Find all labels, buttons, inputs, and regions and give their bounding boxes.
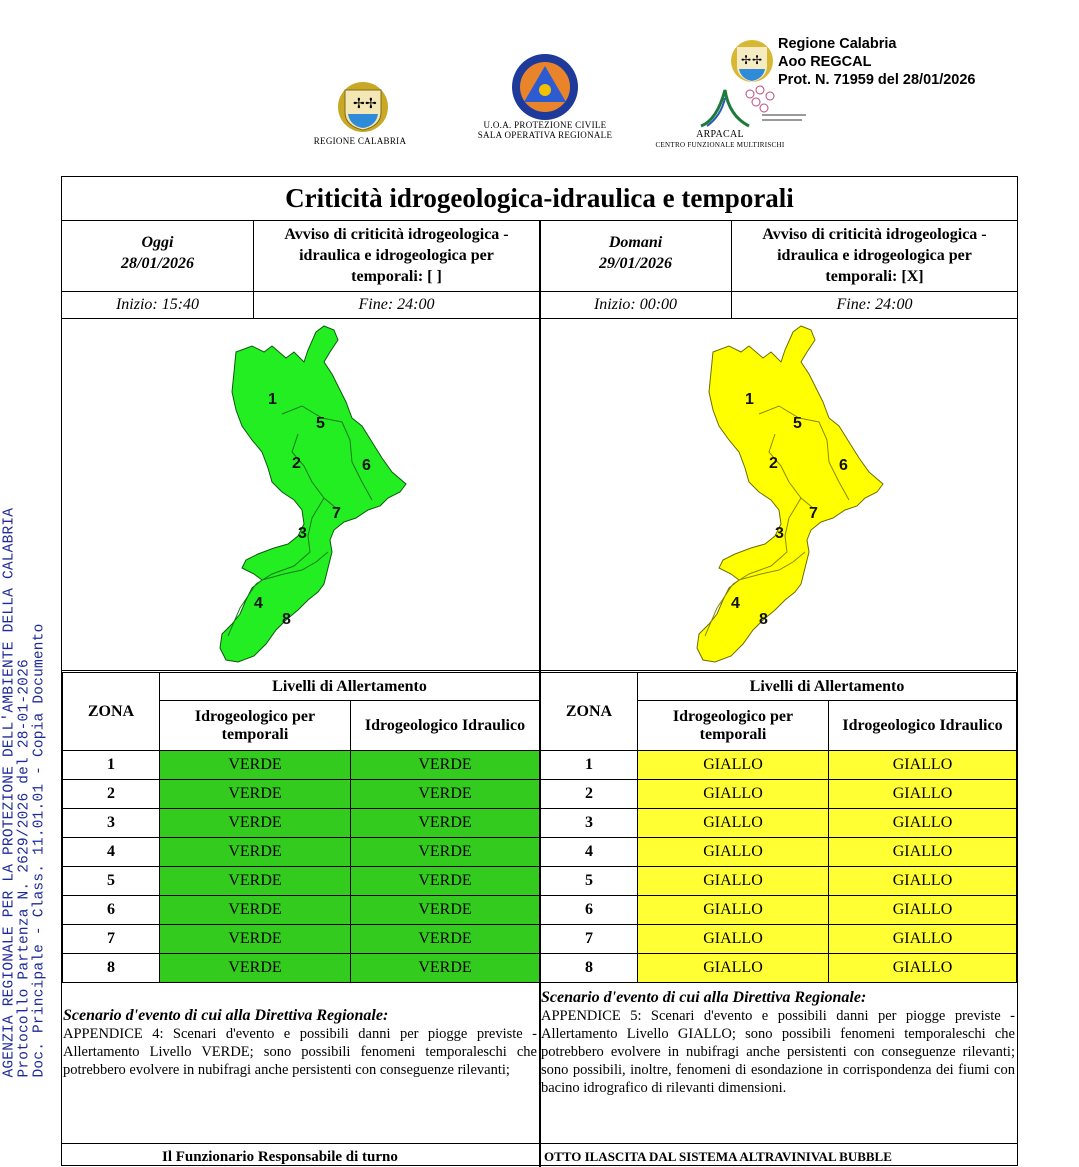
map-tomorrow-zone-1: 1	[745, 391, 754, 408]
map-tomorrow-zone-5: 5	[793, 415, 802, 432]
today-row	[63, 751, 540, 780]
today-row	[63, 954, 540, 983]
tomorrow-date: 29/01/2026	[599, 255, 672, 272]
protezione-civile-emblem-icon	[510, 52, 580, 122]
svg-text:✢: ✢	[752, 53, 763, 67]
levels-table-tomorrow	[540, 672, 1017, 983]
scenario-tomorrow-text: APPENDICE 5: Scenari d'evento e possibili danni per piogge previste - Allertamento Livello GIALLO; sono possibili fenomeni temporaleschi che potrebbero evolvere in nubifragi anche persistenti con conseguenze rilevanti; sono possibili, inoltre, fenomeni di esondazione in corrispondenza dei fiumi con bacino idrografico di rilevanti dimensioni.	[541, 1008, 1015, 1096]
tomorrow-idraulico-level: GIALLO	[829, 925, 1017, 954]
tomorrow-zona-cell: 4	[541, 838, 638, 867]
tomorrow-idraulico-level: GIALLO	[829, 954, 1017, 983]
protocol-line-3: Prot. N. 71959 del 28/01/2026	[778, 72, 976, 88]
sistema-regionale-logo-icon	[740, 84, 810, 128]
tomorrow-zona-cell: 7	[541, 925, 638, 954]
svg-text:✢: ✢	[353, 96, 365, 112]
footer-right: OTTO ILASCITA DAL SISTEMA ALTRAVINIVAL BUBBLE	[544, 1149, 892, 1164]
tomorrow-zona-cell: 3	[541, 809, 638, 838]
scenario-today-heading: Scenario d'evento di cui alla Direttiva Regionale:	[63, 1007, 389, 1024]
col-temporali-header: Idrogeologico per temporali	[160, 701, 351, 751]
regione-calabria-caption: REGIONE CALABRIA	[313, 136, 407, 146]
tomorrow-row	[541, 751, 1017, 780]
arpacal-caption-line-1: ARPACAL	[696, 129, 744, 140]
tomorrow-row	[541, 925, 1017, 954]
stamp-line-2: Protocollo Partenza N. 2629/2026 del 28-01-2026	[16, 659, 33, 1078]
today-temporali-level: VERDE	[160, 867, 351, 896]
tomorrow-zona-cell: 5	[541, 867, 638, 896]
tomorrow-idraulico-level: GIALLO	[829, 751, 1017, 780]
tomorrow-temporali-level: GIALLO	[638, 925, 829, 954]
today-zona-cell: 7	[63, 925, 160, 954]
today-idraulico-level: VERDE	[351, 751, 540, 780]
tomorrow-row	[541, 780, 1017, 809]
tomorrow-idraulico-level: GIALLO	[829, 867, 1017, 896]
col-idraulico-header: Idrogeologico Idraulico	[829, 701, 1017, 751]
col-temporali-header: Idrogeologico per temporali	[638, 701, 829, 751]
map-tomorrow-zone-6: 6	[839, 457, 848, 474]
svg-text:✢: ✢	[741, 53, 752, 67]
svg-text:✢: ✢	[365, 96, 377, 112]
today-zona-cell: 2	[63, 780, 160, 809]
tomorrow-date-cell	[540, 220, 732, 292]
zona-header: ZONA	[541, 673, 638, 751]
today-zona-cell: 5	[63, 867, 160, 896]
map-today-zone-6: 6	[362, 457, 371, 474]
today-date-cell	[62, 220, 254, 292]
protocol-line-1: Regione Calabria	[778, 36, 897, 52]
tomorrow-row	[541, 809, 1017, 838]
today-label: Oggi	[141, 234, 174, 251]
tomorrow-end: Fine: 24:00	[732, 292, 1017, 319]
tomorrow-idraulico-level: GIALLO	[829, 896, 1017, 925]
map-tomorrow-zone-4: 4	[731, 595, 740, 612]
map-today-zone-1: 1	[268, 391, 277, 408]
tomorrow-label: Domani	[608, 234, 663, 251]
today-avviso: Avviso di criticità idrogeologica - idraulica e idrogeologica per temporali: [ ]	[254, 220, 540, 292]
map-tomorrow-zone-2: 2	[769, 455, 778, 472]
tomorrow-temporali-level: GIALLO	[638, 867, 829, 896]
protocol-line-2: Aoo REGCAL	[778, 54, 872, 70]
scenario-tomorrow	[541, 989, 1015, 1097]
today-zona-cell: 3	[63, 809, 160, 838]
map-today-zone-3: 3	[298, 525, 307, 542]
map-tomorrow-zone-8: 8	[759, 611, 768, 628]
arpacal-caption-line-2: CENTRO FUNZIONALE MULTIRISCHI	[655, 141, 785, 149]
map-tomorrow-zone-3: 3	[775, 525, 784, 542]
map-today-zone-7: 7	[332, 505, 341, 522]
zona-header: ZONA	[63, 673, 160, 751]
livelli-header: Livelli di Allertamento	[638, 673, 1017, 701]
tomorrow-temporali-level: GIALLO	[638, 954, 829, 983]
today-start: Inizio: 15:40	[62, 292, 254, 319]
scenario-today	[63, 1007, 537, 1079]
today-temporali-level: VERDE	[160, 809, 351, 838]
today-temporali-level: VERDE	[160, 780, 351, 809]
tomorrow-idraulico-level: GIALLO	[829, 838, 1017, 867]
uoa-caption-line-1: U.O.A. PROTEZIONE CIVILE	[483, 120, 607, 130]
tomorrow-row	[541, 838, 1017, 867]
calabria-map-today	[212, 322, 422, 667]
tomorrow-zona-cell: 1	[541, 751, 638, 780]
today-temporali-level: VERDE	[160, 925, 351, 954]
today-idraulico-level: VERDE	[351, 809, 540, 838]
tomorrow-temporali-level: GIALLO	[638, 780, 829, 809]
tomorrow-idraulico-level: GIALLO	[829, 780, 1017, 809]
today-idraulico-level: VERDE	[351, 896, 540, 925]
tomorrow-row	[541, 867, 1017, 896]
tomorrow-start: Inizio: 00:00	[540, 292, 732, 319]
today-zona-cell: 8	[63, 954, 160, 983]
map-today-zone-5: 5	[316, 415, 325, 432]
today-zona-cell: 6	[63, 896, 160, 925]
tomorrow-row	[541, 954, 1017, 983]
today-date: 28/01/2026	[121, 255, 194, 272]
stamp-line-3: Doc. Principale - Class. 11.01.01 - Copia Documento	[31, 623, 48, 1078]
scenario-today-text: APPENDICE 4: Scenari d'evento e possibili danni per piogge previste - Allertamento Livello VERDE; sono possibili fenomeni temporaleschi che potrebbero evolvere in nubifragi anche persistenti con conseguenze rilevanti;	[63, 1026, 537, 1078]
today-idraulico-level: VERDE	[351, 780, 540, 809]
col-idraulico-header: Idrogeologico Idraulico	[351, 701, 540, 751]
today-idraulico-level: VERDE	[351, 925, 540, 954]
calabria-map-tomorrow	[689, 322, 899, 667]
tomorrow-row	[541, 896, 1017, 925]
bulletin-frame	[61, 176, 1018, 1166]
map-today-zone-4: 4	[254, 595, 263, 612]
today-temporali-level: VERDE	[160, 751, 351, 780]
tomorrow-zona-cell: 2	[541, 780, 638, 809]
page-title: Criticità idrogeologica-idraulica e temporali	[62, 177, 1017, 221]
map-today-zone-2: 2	[292, 455, 301, 472]
protocol-stamp	[3, 458, 48, 1078]
tomorrow-avviso: Avviso di criticità idrogeologica - idraulica e idrogeologica per temporali: [X]	[732, 220, 1017, 292]
stamp-line-1: AGENZIA REGIONALE PER LA PROTEZIONE DELL'AMBIENTE DELLA CALABRIA	[1, 507, 18, 1078]
regione-calabria-small-emblem-icon	[730, 39, 774, 85]
today-idraulico-level: VERDE	[351, 954, 540, 983]
levels-table-today	[62, 672, 540, 983]
tomorrow-zona-cell: 8	[541, 954, 638, 983]
livelli-header: Livelli di Allertamento	[160, 673, 540, 701]
today-temporali-level: VERDE	[160, 838, 351, 867]
map-today-zone-8: 8	[282, 611, 291, 628]
today-idraulico-level: VERDE	[351, 838, 540, 867]
uoa-caption-line-2: SALA OPERATIVA REGIONALE	[477, 130, 613, 140]
tomorrow-temporali-level: GIALLO	[638, 896, 829, 925]
today-end: Fine: 24:00	[254, 292, 540, 319]
tomorrow-temporali-level: GIALLO	[638, 751, 829, 780]
today-temporali-level: VERDE	[160, 896, 351, 925]
today-row	[63, 838, 540, 867]
scenario-tomorrow-heading: Scenario d'evento di cui alla Direttiva Regionale:	[541, 989, 867, 1006]
tomorrow-zona-cell: 6	[541, 896, 638, 925]
today-row	[63, 867, 540, 896]
today-idraulico-level: VERDE	[351, 867, 540, 896]
today-zona-cell: 1	[63, 751, 160, 780]
today-zona-cell: 4	[63, 838, 160, 867]
today-row	[63, 925, 540, 954]
footer-left: Il Funzionario Responsabile di turno	[162, 1149, 398, 1165]
today-row	[63, 780, 540, 809]
regione-calabria-emblem-icon	[336, 80, 390, 134]
today-row	[63, 809, 540, 838]
today-row	[63, 896, 540, 925]
today-temporali-level: VERDE	[160, 954, 351, 983]
tomorrow-idraulico-level: GIALLO	[829, 809, 1017, 838]
tomorrow-temporali-level: GIALLO	[638, 809, 829, 838]
map-tomorrow-zone-7: 7	[809, 505, 818, 522]
tomorrow-temporali-level: GIALLO	[638, 838, 829, 867]
